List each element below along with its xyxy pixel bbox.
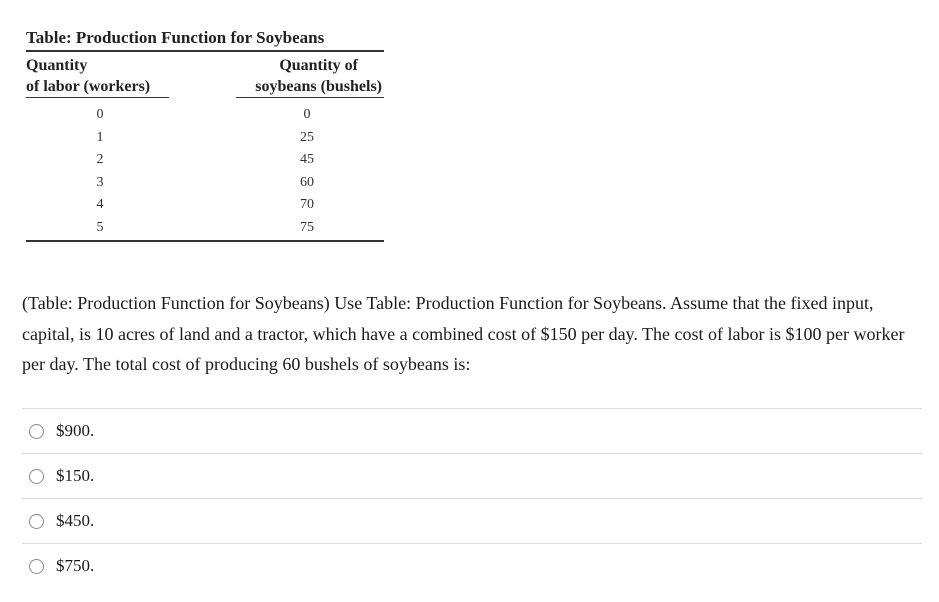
answer-option[interactable] <box>22 453 922 498</box>
answer-label[interactable]: $900. <box>56 421 95 440</box>
col-soybeans-header-line2: soybeans (bushels) <box>255 78 382 95</box>
table-row <box>26 194 384 217</box>
labor-cell: 4 <box>96 197 104 212</box>
answer-options <box>22 408 922 588</box>
labor-cell: 0 <box>96 107 104 122</box>
soybeans-cell: 25 <box>300 129 314 145</box>
labor-cell: 2 <box>96 152 104 167</box>
answer-option[interactable] <box>22 543 922 588</box>
soybeans-cell: 75 <box>300 219 314 235</box>
table-row <box>26 172 384 195</box>
labor-cell: 3 <box>96 174 104 190</box>
col-labor-header-line1: Quantity <box>26 57 88 74</box>
table-row <box>26 127 384 150</box>
soybeans-cell: 60 <box>300 174 314 190</box>
answer-label[interactable]: $150. <box>56 466 95 485</box>
table-row <box>26 217 384 240</box>
soybeans-cell: 70 <box>300 197 314 212</box>
radio-button[interactable] <box>29 514 44 529</box>
col-soybeans-header-line1: Quantity of <box>279 57 358 74</box>
answer-label[interactable]: $750. <box>56 556 95 575</box>
col-labor-header <box>26 55 150 97</box>
labor-cell: 5 <box>96 219 104 235</box>
answer-label[interactable]: $450. <box>56 511 95 530</box>
table-header <box>26 52 384 98</box>
answer-option[interactable] <box>22 498 922 543</box>
soybeans-cell: 45 <box>300 152 314 167</box>
answer-option[interactable] <box>22 408 922 453</box>
table-row <box>26 104 384 127</box>
table-title: Table: Production Function for Soybeans <box>26 28 325 47</box>
col-labor-underline <box>26 97 169 98</box>
production-table <box>26 28 384 242</box>
col-soybeans-underline <box>236 97 384 98</box>
soybeans-cell: 0 <box>303 107 311 122</box>
col-soybeans-header <box>255 55 382 97</box>
table-body <box>26 104 384 239</box>
labor-cell: 1 <box>96 129 104 145</box>
radio-button[interactable] <box>29 424 44 439</box>
radio-button[interactable] <box>29 559 44 574</box>
radio-button[interactable] <box>29 469 44 484</box>
question-text: (Table: Production Function for Soybeans) Use Table: Production Function for Soybeans. Assume that the fixed input, capital, is 10 acres of land and a tractor, which have a combined cost of $150 per day. The cost of labor is $100 per worker per day. The total cost of producing 60 bushels of soybeans is: <box>22 293 905 374</box>
table-row <box>26 149 384 172</box>
table-bottom-rule <box>26 240 384 242</box>
col-labor-header-line2: of labor (workers) <box>26 78 151 95</box>
